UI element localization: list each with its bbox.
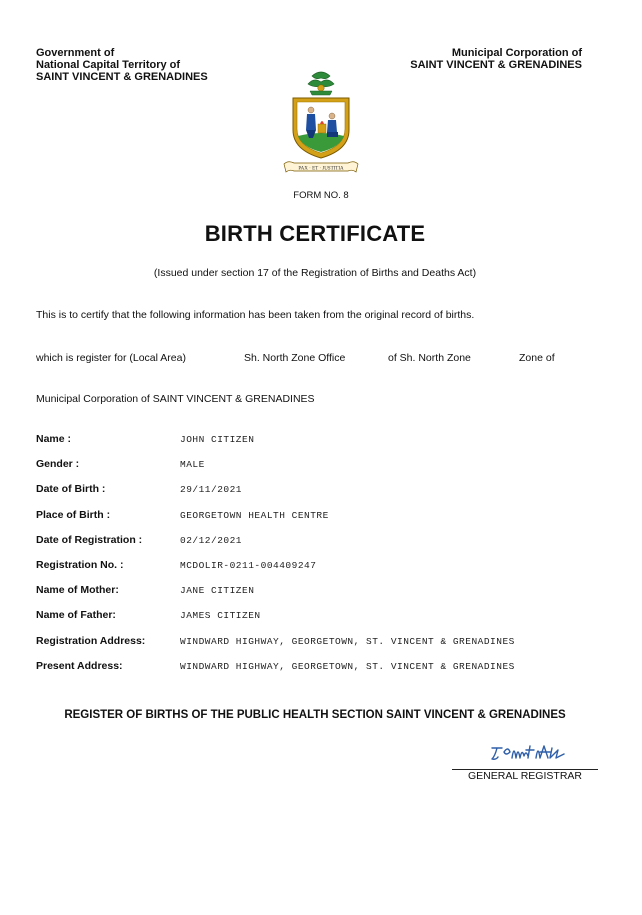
- municipal-corporation-line: Municipal Corporation of SAINT VINCENT & GRENADINES: [36, 393, 315, 405]
- field-row-mother: [36, 584, 616, 609]
- registrar-signature: [488, 740, 568, 764]
- certificate-fields: [36, 433, 616, 685]
- field-label: Date of Birth :: [36, 483, 106, 496]
- field-label: Present Address:: [36, 659, 123, 672]
- municipal-header: [410, 47, 582, 71]
- crest-icon: [308, 72, 334, 95]
- zone-office: Sh. North Zone Office: [244, 352, 346, 364]
- field-label: Registration No. :: [36, 558, 124, 571]
- field-value: JOHN CITIZEN: [180, 434, 255, 445]
- registrar-title: GENERAL REGISTRAR: [468, 770, 582, 782]
- field-value: JANE CITIZEN: [180, 585, 255, 597]
- coat-of-arms-emblem: [280, 68, 362, 183]
- field-value: 02/12/2021: [180, 534, 243, 546]
- government-header-line: SAINT VINCENT & GRENADINES: [36, 71, 208, 83]
- field-row-father: [36, 609, 616, 634]
- field-value: WINDWARD HIGHWAY, GEORGETOWN, ST. VINCENT & GRENADINES: [180, 635, 515, 647]
- certification-statement: This is to certify that the following information has been taken from the original record of births.: [36, 309, 475, 321]
- government-header-line: Government of: [36, 47, 115, 59]
- emblem-motto: PAX · ET · JUSTITIA: [298, 166, 344, 172]
- field-value: GEORGETOWN HEALTH CENTRE: [180, 509, 329, 521]
- page-title: BIRTH CERTIFICATE: [204, 221, 426, 246]
- field-value: 29/11/2021: [180, 484, 243, 496]
- register-footer: REGISTER OF BIRTHS OF THE PUBLIC HEALTH SECTION SAINT VINCENT & GRENADINES: [64, 709, 566, 721]
- field-label: Name of Father:: [36, 609, 116, 622]
- shield-icon: [293, 98, 349, 158]
- zone-name: of Sh. North Zone: [388, 352, 471, 364]
- field-row-date-of-birth: [36, 483, 616, 508]
- field-value: WINDWARD HIGHWAY, GEORGETOWN, ST. VINCENT & GRENADINES: [180, 660, 515, 672]
- zone-of-label: Zone of: [519, 352, 555, 364]
- field-row-registration-no: [36, 559, 616, 584]
- field-row-gender: [36, 458, 616, 483]
- form-number: FORM NO. 8: [293, 190, 349, 201]
- field-label: Name :: [36, 433, 72, 445]
- field-label: Name of Mother:: [36, 584, 119, 597]
- field-value: MCDOLIR-0211-004409247: [180, 559, 317, 571]
- field-value: MALE: [180, 459, 205, 471]
- field-label: Place of Birth :: [36, 508, 111, 521]
- motto-scroll-icon: [284, 162, 358, 172]
- field-row-present-address: [36, 660, 616, 685]
- local-area-label: which is register for (Local Area): [36, 352, 186, 364]
- field-value: JAMES CITIZEN: [180, 610, 261, 622]
- field-label: Registration Address:: [36, 634, 146, 647]
- field-label: Gender :: [36, 458, 80, 471]
- field-row-registration-address: [36, 635, 616, 660]
- field-row-date-of-registration: [36, 534, 616, 559]
- municipal-header-line: SAINT VINCENT & GRENADINES: [410, 59, 582, 71]
- government-header-line: National Capital Territory of: [36, 59, 181, 71]
- act-reference: (Issued under section 17 of the Registration of Births and Deaths Act): [153, 267, 477, 279]
- field-row-name: [36, 433, 616, 458]
- field-label: Date of Registration :: [36, 533, 143, 546]
- municipal-header-line: Municipal Corporation of: [451, 47, 582, 59]
- field-row-place-of-birth: [36, 509, 616, 534]
- government-header: [36, 47, 208, 83]
